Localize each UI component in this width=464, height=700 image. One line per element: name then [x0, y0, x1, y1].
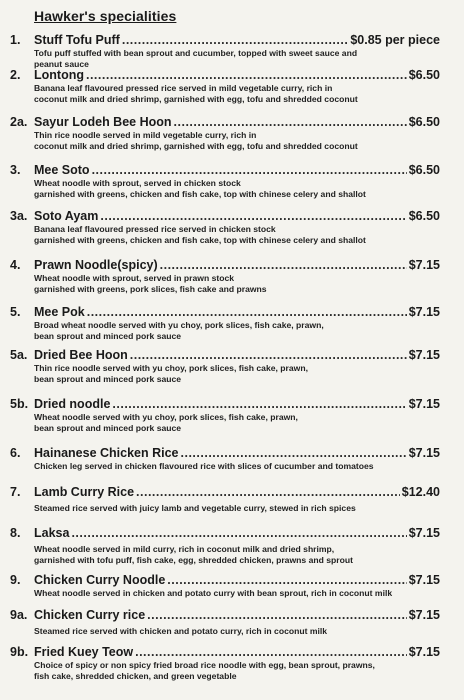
menu-item: [10, 446, 440, 472]
item-description: garnished with tofu puff, fish cake, egg, shredded chicken, prawns and sprout: [34, 554, 353, 565]
item-price: $0.85 per piece: [350, 33, 440, 47]
item-name: Laksa: [34, 526, 70, 540]
item-price: $7.15: [408, 645, 440, 659]
dot-leader: [130, 348, 407, 363]
menu-item: [10, 68, 440, 104]
item-name: Chicken Curry Noodle: [34, 573, 166, 587]
item-name: Sayur Lodeh Bee Hoon: [34, 115, 172, 129]
menu-item: [10, 573, 440, 599]
item-price: $7.15: [408, 446, 440, 460]
item-number: 5b.: [10, 397, 29, 411]
item-price: $6.50: [408, 68, 440, 82]
item-number: 6.: [10, 446, 21, 460]
item-name: Fried Kuey Teow: [34, 645, 134, 659]
item-description: garnished with greens, chicken and fish cake, top with chinese celery and shallot: [34, 188, 366, 199]
item-description: Wheat noodle served with yu choy, pork slices, fish cake, prawn,: [34, 412, 298, 422]
item-name: Dried Bee Hoon: [34, 348, 128, 362]
item-description: Steamed rice served with chicken and potato curry, rich in coconut milk: [34, 626, 328, 636]
menu-item: [10, 163, 440, 199]
item-description: garnished with greens, pork slices, fish cake and prawns: [34, 283, 267, 294]
dot-leader: [160, 258, 407, 273]
item-price: $7.15: [408, 526, 440, 540]
item-name: Dried noodle: [34, 397, 111, 411]
item-description: Steamed rice served with juicy lamb and vegetable curry, stewed in rich spices: [34, 503, 356, 513]
dot-leader: [167, 573, 406, 588]
dot-leader: [100, 209, 406, 224]
item-price: $7.15: [408, 573, 440, 587]
item-number: 8.: [10, 526, 21, 540]
dot-leader: [174, 115, 407, 130]
item-description: Thin rice noodle served in mild vegetable curry, rich in: [34, 130, 257, 140]
dot-leader: [135, 645, 407, 660]
item-number: 3.: [10, 163, 21, 177]
item-name: Mee Pok: [34, 305, 85, 319]
item-number: 5.: [10, 305, 21, 319]
item-description: Choice of spicy or non spicy fried broad rice noodle with egg, bean sprout, prawns,: [34, 660, 375, 670]
item-description: Wheat noodle with sprout, served in chicken stock: [34, 178, 241, 188]
item-description: bean sprout and minced pork sauce: [34, 330, 182, 341]
item-price: $7.15: [408, 305, 440, 319]
item-name: Mee Soto: [34, 163, 90, 177]
dot-leader: [87, 305, 407, 320]
item-description: Banana leaf flavoured pressed rice served in mild vegetable curry, rich in: [34, 83, 333, 93]
item-name: Lamb Curry Rice: [34, 485, 135, 499]
item-description: garnished with greens, chicken and fish cake, top with chinese celery and shallot: [34, 234, 366, 245]
menu-item: [10, 305, 440, 341]
item-price: $7.15: [408, 258, 440, 272]
menu-item: [10, 115, 440, 151]
dot-leader: [71, 526, 406, 541]
item-number: 9.: [10, 573, 21, 587]
item-name: Chicken Curry rice: [34, 608, 146, 622]
menu-item: [10, 33, 440, 69]
item-price: $6.50: [408, 115, 440, 129]
menu-item: [10, 608, 440, 637]
menu-item: [10, 485, 440, 514]
item-name: Soto Ayam: [34, 209, 99, 223]
menu-item: [10, 258, 440, 294]
item-name: Hainanese Chicken Rice: [34, 446, 179, 460]
item-description: peanut sauce: [34, 58, 89, 69]
item-description: Broad wheat noodle served with yu choy, pork slices, fish cake, prawn,: [34, 320, 324, 330]
item-number: 4.: [10, 258, 21, 272]
item-description: Chicken leg served in chicken flavoured rice with slices of cucumber and tomatoes: [34, 461, 374, 471]
item-number: 2.: [10, 68, 21, 82]
dot-leader: [92, 163, 407, 178]
item-price: $7.15: [408, 608, 440, 622]
item-number: 1.: [10, 33, 21, 47]
item-description: coconut milk and dried shrimp, garnished with egg, tofu and shredded coconut: [34, 93, 358, 104]
item-description: Thin rice noodle served with yu choy, pork slices, fish cake, prawn,: [34, 363, 308, 373]
item-description: Tofu puff stuffed with bean sprout and cucumber, topped with sweet sauce and: [34, 48, 358, 58]
item-name: Stuff Tofu Puff: [34, 33, 120, 47]
menu-title: Hawker's specialities: [34, 8, 177, 24]
item-number: 2a.: [10, 115, 28, 129]
item-description: coconut milk and dried shrimp, garnished with egg, tofu and shredded coconut: [34, 140, 358, 151]
menu-item: [10, 645, 440, 681]
dot-leader: [147, 608, 407, 623]
item-description: bean sprout and minced pork sauce: [34, 422, 182, 433]
item-description: Banana leaf flavoured pressed rice served in chicken stock: [34, 224, 276, 234]
dot-leader: [112, 397, 406, 412]
dot-leader: [181, 446, 407, 461]
menu-item: [10, 526, 440, 565]
item-name: Prawn Noodle(spicy): [34, 258, 158, 272]
item-price: $6.50: [408, 209, 440, 223]
menu-item: [10, 348, 440, 384]
item-number: 9a.: [10, 608, 28, 622]
item-description: Wheat noodle served in chicken and potato curry with bean sprout, rich in coconut milk: [34, 588, 393, 598]
item-price: $7.15: [408, 348, 440, 362]
menu-item: [10, 397, 440, 433]
item-description: Wheat noodle with sprout, served in prawn stock: [34, 273, 235, 283]
menu-item: [10, 209, 440, 245]
item-number: 5a.: [10, 348, 28, 362]
item-price: $12.40: [401, 485, 440, 499]
item-number: 3a.: [10, 209, 28, 223]
item-name: Lontong: [34, 68, 84, 82]
item-price: $6.50: [408, 163, 440, 177]
item-description: bean sprout and minced pork sauce: [34, 373, 182, 384]
item-number: 7.: [10, 485, 21, 499]
item-description: Wheat noodle served in mild curry, rich in coconut milk and dried shrimp,: [34, 544, 335, 554]
item-number: 9b.: [10, 645, 29, 659]
item-description: fish cake, shredded chicken, and green vegetable: [34, 670, 237, 681]
item-price: $7.15: [408, 397, 440, 411]
dot-leader: [86, 68, 407, 83]
dot-leader: [136, 485, 400, 500]
dot-leader: [122, 33, 348, 48]
